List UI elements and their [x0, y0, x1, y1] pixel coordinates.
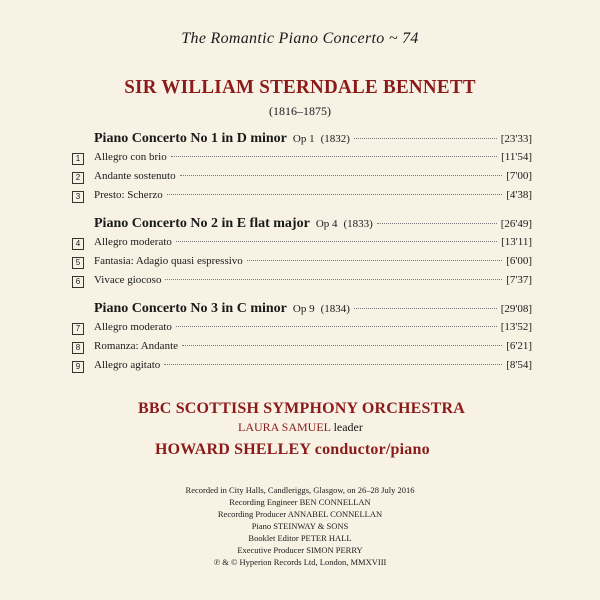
- track-title: Fantasia: Adagio quasi espressivo: [94, 255, 243, 267]
- track-number: 6: [72, 276, 84, 288]
- track-title: Vivace giocoso: [94, 274, 162, 286]
- track-title: Andante sostenuto: [94, 170, 176, 182]
- track-row: [72, 236, 532, 255]
- track-number: 7: [72, 323, 84, 335]
- track-duration: [4'38]: [506, 189, 532, 201]
- track-row: [72, 170, 532, 189]
- credit-line: Recorded in City Halls, Candleriggs, Glasgow, on 26–28 July 2016: [185, 485, 415, 495]
- track-title: Allegro moderato: [94, 236, 172, 248]
- track-number: 3: [72, 191, 84, 203]
- work-title: Piano Concerto No 1 in D minor: [94, 131, 287, 146]
- track-title: Allegro con brio: [94, 151, 167, 163]
- track-duration: [13'52]: [500, 321, 532, 333]
- work-year: (1834): [320, 303, 350, 315]
- track-title: Presto: Scherzo: [94, 189, 163, 201]
- dot-leader: [171, 156, 497, 157]
- track-number: 2: [72, 172, 84, 184]
- work-duration: [23'33]: [500, 133, 532, 145]
- track-number: 9: [72, 361, 84, 373]
- tracklist: [72, 131, 532, 378]
- track-number: 8: [72, 342, 84, 354]
- track-row: [72, 274, 532, 293]
- work-title: Piano Concerto No 3 in C minor: [94, 301, 287, 316]
- track-duration: [7'37]: [506, 274, 532, 286]
- leader-name: LAURA SAMUEL: [238, 420, 331, 434]
- credit-line: Recording Producer ANNABEL CONNELLAN: [217, 509, 383, 519]
- dot-leader: [176, 326, 497, 327]
- credit-line: Booklet Editor PETER HALL: [248, 533, 352, 543]
- work-row: [72, 131, 532, 151]
- track-number: 1: [72, 153, 84, 165]
- track-number: 5: [72, 257, 84, 269]
- work-row: [72, 301, 532, 321]
- dot-leader: [247, 260, 502, 261]
- track-duration: [11'54]: [501, 151, 532, 163]
- credit-line: Piano STEINWAY & SONS: [251, 521, 349, 531]
- track-duration: [13'11]: [501, 236, 532, 248]
- track-row: [72, 321, 532, 340]
- track-row: [72, 151, 532, 170]
- credit-line: Recording Engineer BEN CONNELLAN: [229, 497, 371, 507]
- track-title: Romanza: Andante: [94, 340, 179, 352]
- series-title: The Romantic Piano Concerto ~ 74: [181, 30, 419, 47]
- dot-leader: [167, 194, 502, 195]
- work-duration: [29'08]: [500, 303, 532, 315]
- track-duration: [8'54]: [506, 359, 532, 371]
- dot-leader: [165, 279, 502, 280]
- track-title: Allegro agitato: [94, 359, 161, 371]
- track-title: Allegro moderato: [94, 321, 172, 333]
- track-row: [72, 340, 532, 359]
- composer-name: SIR WILLIAM STERNDALE BENNETT: [124, 76, 476, 98]
- leader-role: leader: [333, 420, 363, 434]
- work-year: (1833): [343, 218, 373, 230]
- credit-line: Executive Producer SIMON PERRY: [237, 545, 363, 555]
- credit-line: ℗ & © Hyperion Records Ltd, London, MMXVIII: [213, 557, 387, 567]
- track-row: [72, 189, 532, 208]
- dot-leader: [377, 223, 497, 224]
- track-duration: [6'21]: [506, 340, 532, 352]
- track-duration: [6'00]: [506, 255, 532, 267]
- track-row: [72, 359, 532, 378]
- work-year: (1832): [320, 133, 350, 145]
- work-opus: Op 9: [292, 303, 315, 315]
- dot-leader: [354, 138, 497, 139]
- dot-leader: [164, 364, 502, 365]
- dot-leader: [180, 175, 503, 176]
- dot-leader: [182, 345, 502, 346]
- work-duration: [26'49]: [500, 218, 532, 230]
- track-number: 4: [72, 238, 84, 250]
- work-opus: Op 4: [315, 218, 338, 230]
- work-row: [72, 216, 532, 236]
- credits-block: [0, 484, 600, 568]
- dot-leader: [176, 241, 497, 242]
- dot-leader: [354, 308, 497, 309]
- work-title: Piano Concerto No 2 in E flat major: [94, 216, 310, 231]
- track-duration: [7'00]: [506, 170, 532, 182]
- track-row: [72, 255, 532, 274]
- composer-dates: (1816–1875): [269, 104, 331, 118]
- leader-line: [238, 420, 363, 435]
- orchestra-name: BBC SCOTTISH SYMPHONY ORCHESTRA: [138, 400, 465, 417]
- work-opus: Op 1: [292, 133, 315, 145]
- conductor-line: HOWARD SHELLEY conductor/piano: [155, 441, 430, 458]
